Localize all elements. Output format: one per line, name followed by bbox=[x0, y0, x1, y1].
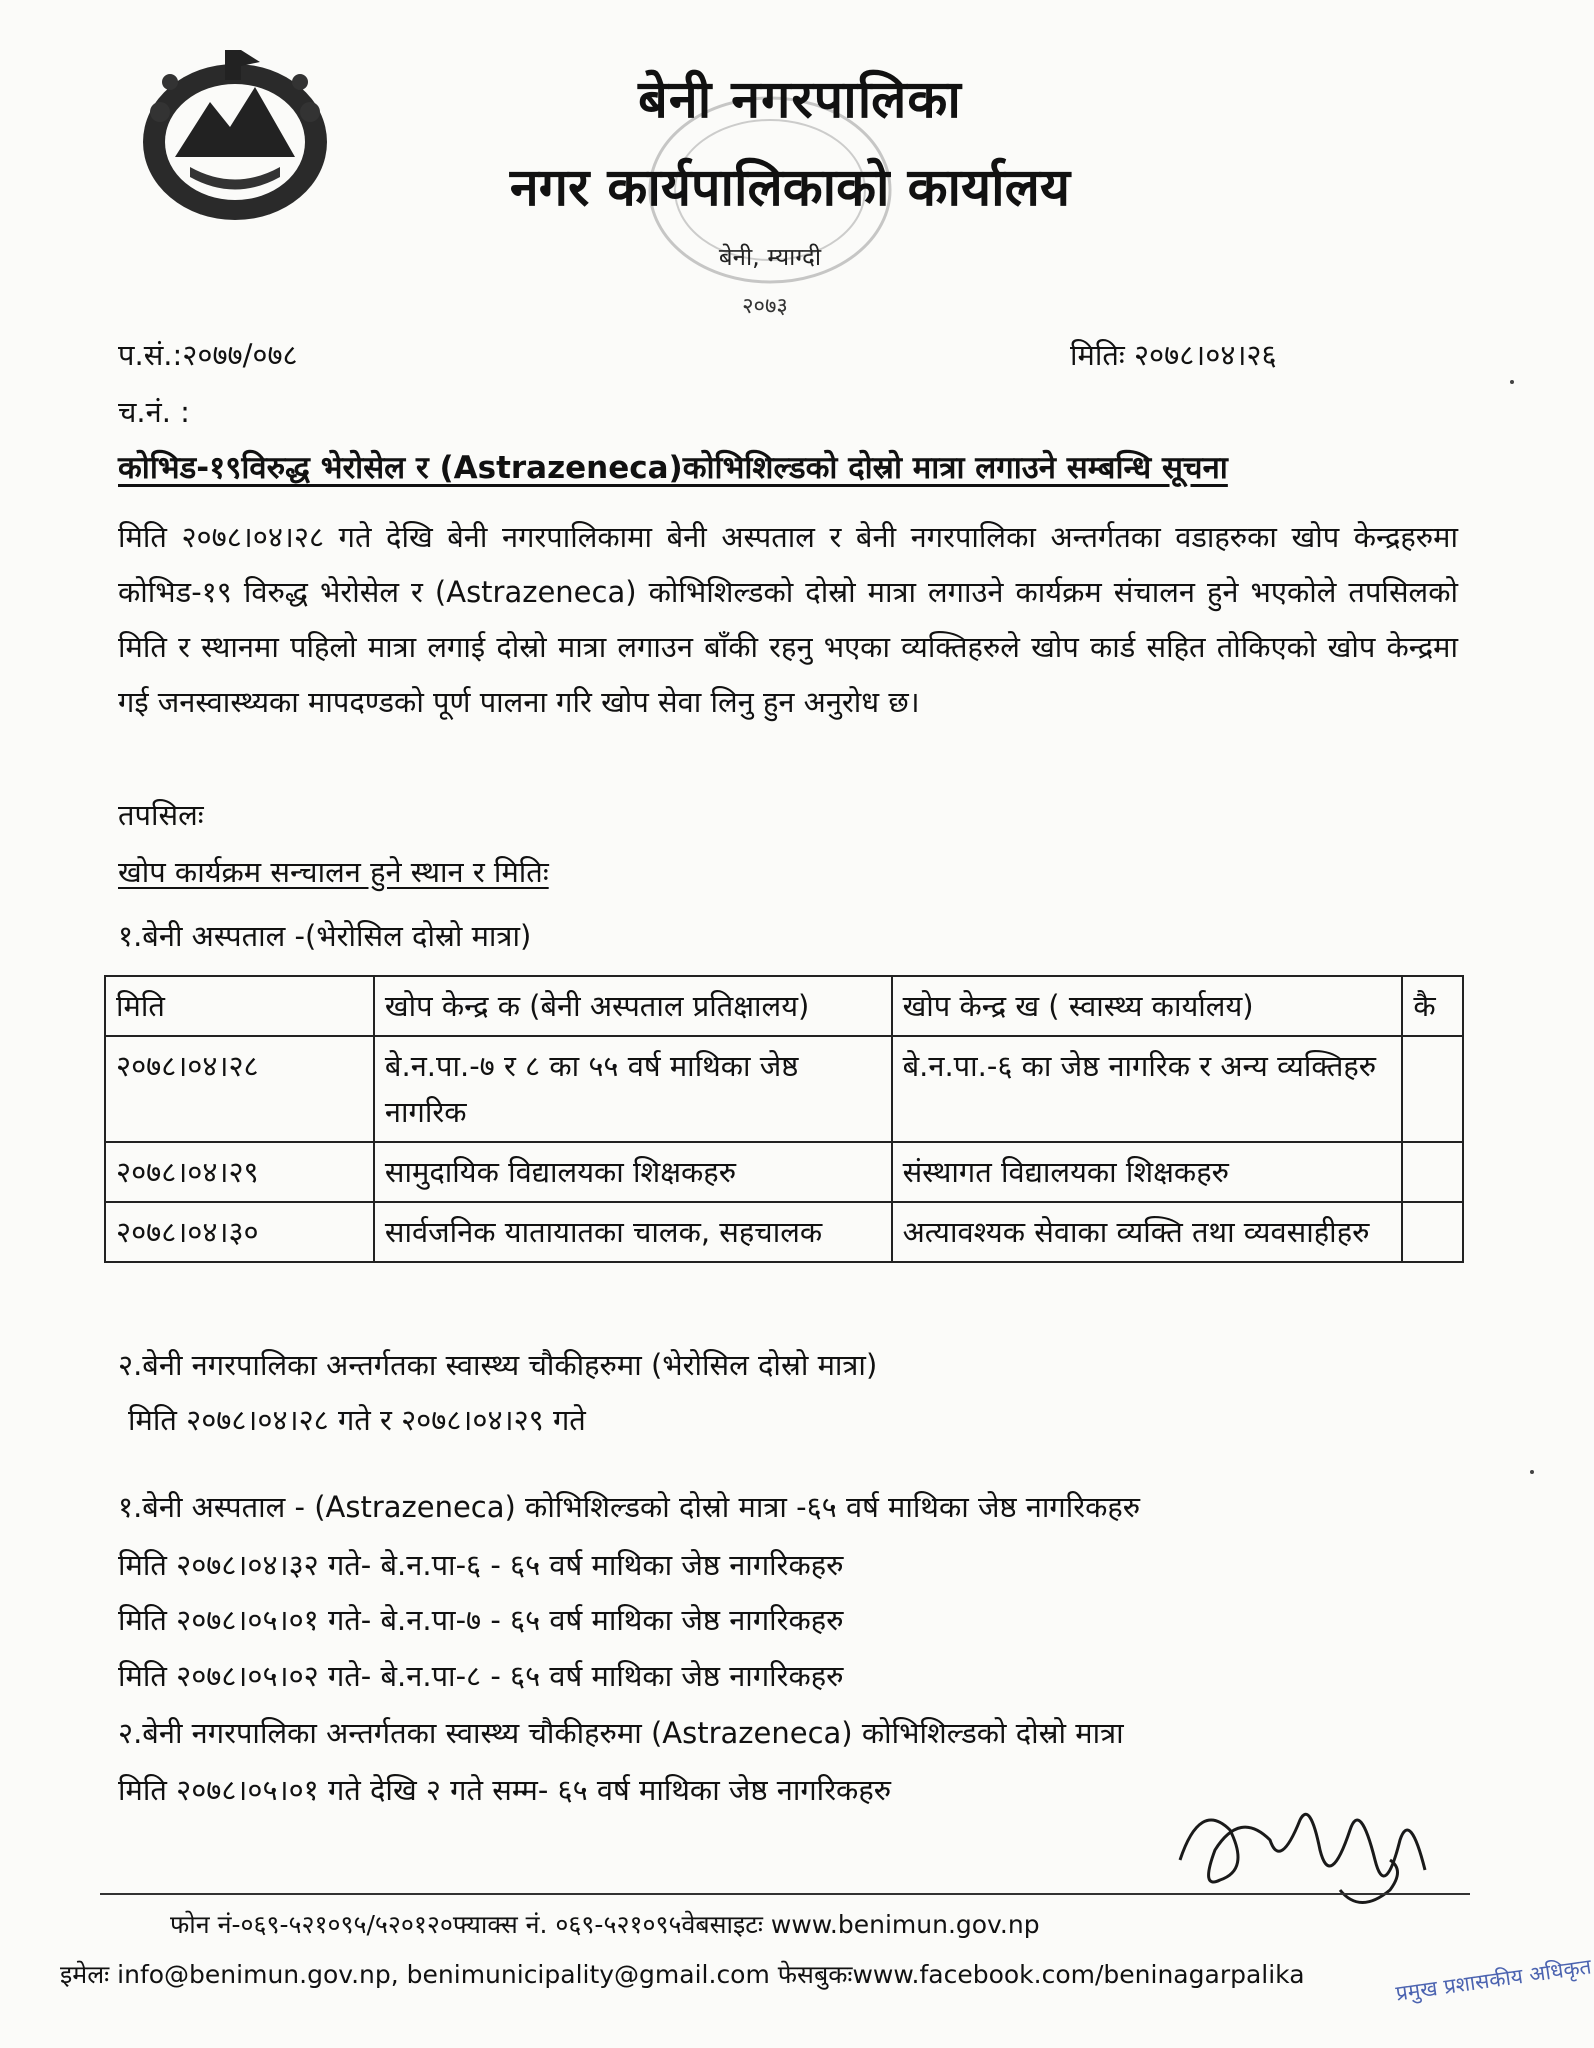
table-header-cell: खोप केन्द्र क (बेनी अस्पताल प्रतिक्षालय) bbox=[374, 976, 892, 1036]
table-cell-date: २०७८।०४।२९ bbox=[105, 1142, 374, 1202]
dispatch-number: च.नं. : bbox=[118, 395, 190, 429]
notice-body: मिति २०७८।०४।२८ गते देखि बेनी नगरपालिकामा बेनी अस्पताल र बेनी नगरपालिका अन्तर्गतका वडाहरुका खोप केन्द्रहरुमा कोभिड-१९ विरुद्ध भेरोसेल र (Astrazeneca) कोभिशिल्डको दोस्रो मात्रा लगाउने कार्यक्रम संचालन हुने भएकोले तपसिलको मिति र स्थानमा पहिलो मात्रा लगाई दोस्रो मात्रा लगाउन बाँकी रहनु भएका व्यक्तिहरुले खोप कार्ड सहित तोकिएको खोप केन्द्रमा गई जनस्वास्थ्यका मापदण्डको पूर्ण पालना गरि खोप सेवा लिनु हुन अनुरोध छ। bbox=[118, 520, 1458, 719]
venue-heading: खोप कार्यक्रम सन्चालन हुने स्थान र मितिः bbox=[118, 855, 549, 889]
table-cell bbox=[1402, 1142, 1463, 1202]
table-cell: सामुदायिक विद्यालयका शिक्षकहरु bbox=[374, 1142, 892, 1202]
vaccination-schedule-table bbox=[104, 975, 1464, 1263]
table-row bbox=[105, 1036, 1463, 1142]
table-header-cell: कै bbox=[1402, 976, 1463, 1036]
nepal-emblem-logo bbox=[130, 42, 340, 227]
table-header-row bbox=[105, 976, 1463, 1036]
org-name: बेनी नगरपालिका bbox=[638, 70, 962, 130]
office-address: बेनी, म्याग्दी bbox=[718, 243, 822, 271]
table-header-cell: मिति bbox=[105, 976, 374, 1036]
table-cell-date: २०७८।०४।२८ bbox=[105, 1036, 374, 1142]
section2-dates: मिति २०७८।०४।२८ गते र २०७८।०४।२९ गते bbox=[128, 1403, 586, 1437]
footer-divider bbox=[100, 1893, 1470, 1895]
footer-contact: फोन नं-०६९-५२१०९५/५२०१२०फ्याक्स नं. ०६९-५२१०९५वेबसाइटः www.benimun.gov.np bbox=[170, 1910, 1040, 1939]
reference-number: प.सं.:२०७७/०७८ bbox=[118, 338, 298, 372]
astrazeneca-healthpost-heading: २.बेनी नगरपालिका अन्तर्गतका स्वास्थ्य चौकीहरुमा (Astrazeneca) कोभिशिल्डको दोस्रो मात्रा bbox=[118, 1716, 1124, 1750]
scan-speck bbox=[1530, 1470, 1534, 1474]
table-row bbox=[105, 1202, 1463, 1262]
notice-date: मितिः २०७८।०४।२६ bbox=[1070, 338, 1277, 372]
signatory-title: प्रमुख प्रशासकीय अधिकृत bbox=[1394, 1954, 1593, 2006]
table-cell: बे.न.पा.-६ का जेष्ठ नागरिक र अन्य व्यक्तिहरु bbox=[892, 1036, 1403, 1142]
established-year: २०७३ bbox=[742, 294, 788, 319]
table-cell bbox=[1402, 1036, 1463, 1142]
section1-heading: १.बेनी अस्पताल -(भेरोसिल दोस्रो मात्रा) bbox=[118, 919, 532, 953]
table-cell: संस्थागत विद्यालयका शिक्षकहरु bbox=[892, 1142, 1403, 1202]
astrazeneca-schedule-line: मिति २०७८।०५।०१ गते- बे.न.पा-७ - ६५ वर्ष माथिका जेष्ठ नागरिकहरु bbox=[118, 1603, 844, 1637]
table-cell: अत्यावश्यक सेवाका व्यक्ति तथा व्यवसाहीहरु bbox=[892, 1202, 1403, 1262]
handwritten-signature bbox=[1160, 1740, 1460, 1930]
section2-heading: २.बेनी नगरपालिका अन्तर्गतका स्वास्थ्य चौकीहरुमा (भेरोसिल दोस्रो मात्रा) bbox=[118, 1348, 878, 1382]
astrazeneca-healthpost-dates: मिति २०७८।०५।०१ गते देखि २ गते सम्म- ६५ वर्ष माथिका जेष्ठ नागरिकहरु bbox=[118, 1773, 892, 1807]
table-cell: बे.न.पा.-७ र ८ का ५५ वर्ष माथिका जेष्ठ नागरिक bbox=[374, 1036, 892, 1142]
details-label: तपसिलः bbox=[118, 798, 204, 832]
astrazeneca-schedule-line: मिति २०७८।०४।३२ गते- बे.न.पा-६ - ६५ वर्ष माथिका जेष्ठ नागरिकहरु bbox=[118, 1548, 844, 1582]
table-cell bbox=[1402, 1202, 1463, 1262]
astrazeneca-schedule-line: मिति २०७८।०५।०२ गते- बे.न.पा-८ - ६५ वर्ष माथिका जेष्ठ नागरिकहरु bbox=[118, 1659, 844, 1693]
table-header-cell: खोप केन्द्र ख ( स्वास्थ्य कार्यालय) bbox=[892, 976, 1403, 1036]
table-row bbox=[105, 1142, 1463, 1202]
notice-subject: कोभिड-१९विरुद्ध भेरोसेल र (Astrazeneca)कोभिशिल्डको दोस्रो मात्रा लगाउने सम्बन्धि सूचना bbox=[118, 450, 1228, 486]
astrazeneca-hospital-heading: १.बेनी अस्पताल - (Astrazeneca) कोभिशिल्डको दोस्रो मात्रा -६५ वर्ष माथिका जेष्ठ नागरिकहरु bbox=[118, 1490, 1141, 1524]
footer-email: इमेलः info@benimun.gov.np, benimunicipality@gmail.com फेसबुकःwww.facebook.com/beninagarpalika bbox=[60, 1960, 1305, 1989]
office-name: नगर कार्यपालिकाको कार्यालय bbox=[509, 158, 1071, 218]
table-cell: सार्वजनिक यातायातका चालक, सहचालक bbox=[374, 1202, 892, 1262]
table-cell-date: २०७८।०४।३० bbox=[105, 1202, 374, 1262]
scan-speck bbox=[1510, 380, 1514, 384]
